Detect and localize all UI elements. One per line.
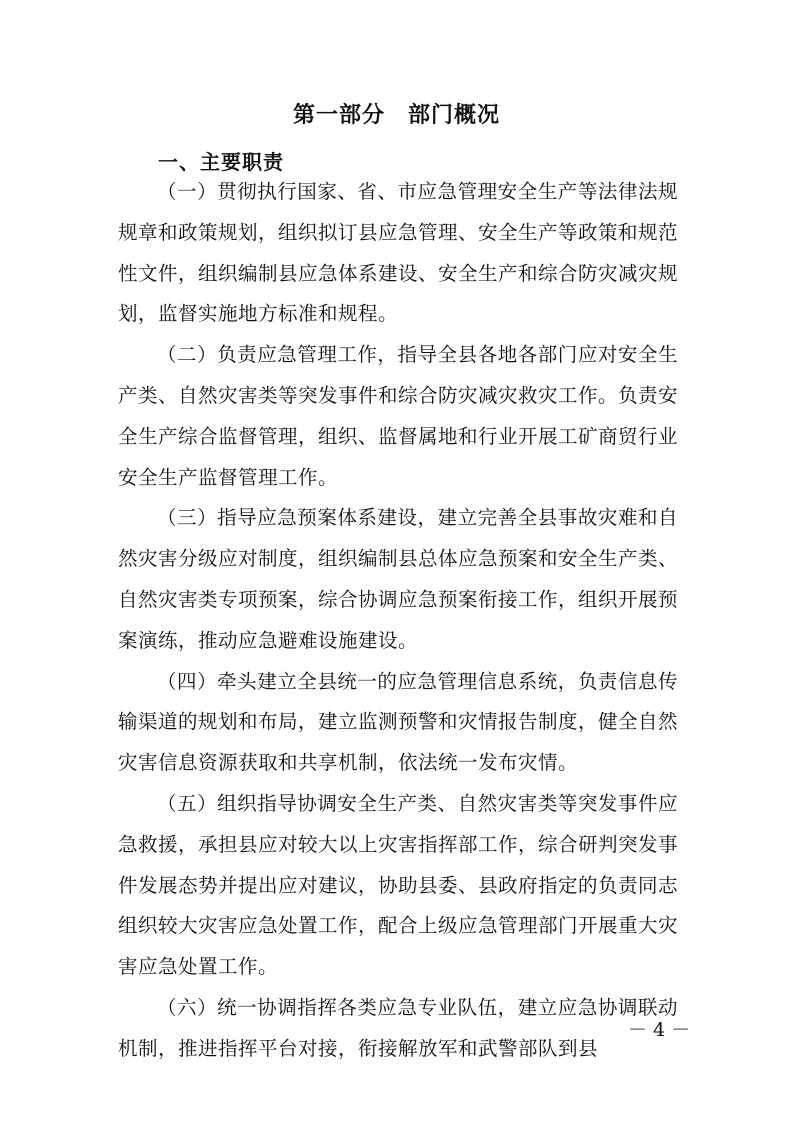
paragraph-6: （六）统一协调指挥各类应急专业队伍，建立应急协调联动机制，推进指挥平台对接，衔接解放军和武警部队到县 [118, 995, 678, 1060]
paragraph-3: （三）指导应急预案体系建设，建立完善全县事故灾难和自然灾害分级应对制度，组织编制县总体应急预案和安全生产类、自然灾害类专项预案，综合协调应急预案衔接工作，组织开展预案演练，推动应急避难设施建设。 [118, 506, 679, 652]
document-body [118, 172, 678, 1070]
paragraph-4: （四）牵头建立全县统一的应急管理信息系统，负责信息传输渠道的规划和布局，建立监测预警和灾情报告制度，健全自然灾害信息资源获取和共享机制，依法统一发布灾情。 [118, 669, 679, 775]
paragraph-1: （一）贯彻执行国家、省、市应急管理安全生产等法律法规规章和政策规划，组织拟订县应急管理、安全生产等政策和规范性文件，组织编制县应急体系建设、安全生产和综合防灾减灾规划，监督实施地方标准和规程。 [118, 180, 679, 326]
page-number: － 4 － [628, 1019, 691, 1041]
section-heading: 一、主要职责 [158, 150, 284, 174]
document-title: 第一部分 部门概况 [292, 103, 500, 128]
paragraph-2: （二）负责应急管理工作，指导全县各地各部门应对安全生产类、自然灾害类等突发事件和综合防灾减灾救灾工作。负责安全生产综合监督管理，组织、监督属地和行业开展工矿商贸行业安全生产监督管理工作。 [118, 343, 679, 489]
paragraph-5: （五）组织指导协调安全生产类、自然灾害类等突发事件应急救援，承担县应对较大以上灾害指挥部工作，综合研判突发事件发展态势并提出应对建议，协助县委、县政府指定的负责同志组织较大灾害应急处置工作，配合上级应急管理部门开展重大灾害应急处置工作。 [118, 791, 679, 979]
